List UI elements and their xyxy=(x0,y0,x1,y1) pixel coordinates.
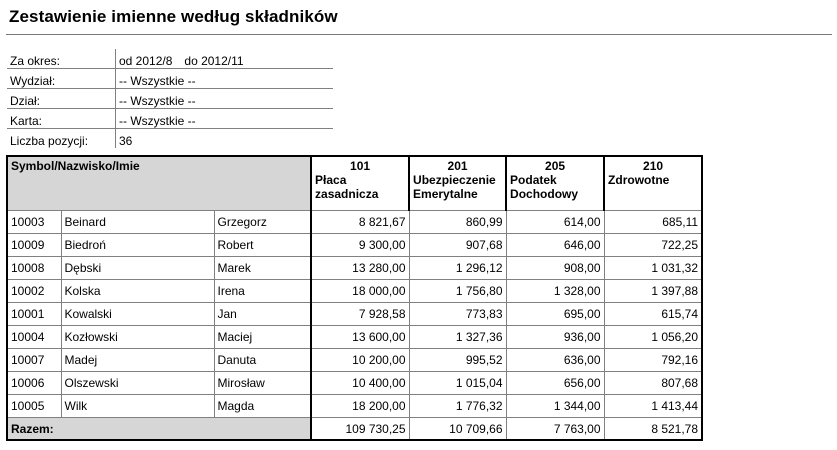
component-code: 101 xyxy=(350,159,371,173)
cell-amount-201: 860,99 xyxy=(409,211,506,234)
component-header-205 xyxy=(506,156,604,211)
table-row xyxy=(7,280,702,303)
components-table xyxy=(6,155,703,441)
cell-amount-205: 636,00 xyxy=(506,349,604,372)
cell-amount-201: 1 327,36 xyxy=(409,326,506,349)
component-name-line2: Dochodowy xyxy=(510,187,579,201)
period-value xyxy=(116,49,334,69)
cell-amount-201: 1 756,80 xyxy=(409,280,506,303)
cell-amount-101: 7 928,58 xyxy=(311,303,409,326)
cell-surname: Kowalski xyxy=(61,303,214,326)
cell-amount-101: 10 400,00 xyxy=(311,372,409,395)
person-column-header: Symbol/Nazwisko/Imie xyxy=(7,156,311,211)
period-from: od 2012/8 xyxy=(119,54,173,68)
cell-surname: Wilk xyxy=(61,395,214,418)
cell-amount-210: 807,68 xyxy=(604,372,702,395)
table-header-row xyxy=(7,156,702,211)
component-name-line1: Ubezpieczenie xyxy=(413,173,496,187)
table-row xyxy=(7,349,702,372)
table-row xyxy=(7,303,702,326)
cell-symbol: 10002 xyxy=(7,280,61,303)
karta-value: -- Wszystkie -- xyxy=(116,109,334,129)
cell-amount-210: 1 413,44 xyxy=(604,395,702,418)
cell-symbol: 10005 xyxy=(7,395,61,418)
cell-surname: Kolska xyxy=(61,280,214,303)
karta-row xyxy=(7,109,333,129)
count-row xyxy=(7,129,333,149)
period-row xyxy=(7,49,333,69)
component-name-line1: Płaca xyxy=(315,173,347,187)
table-row xyxy=(7,234,702,257)
cell-symbol: 10008 xyxy=(7,257,61,280)
cell-amount-101: 9 300,00 xyxy=(311,234,409,257)
table-row xyxy=(7,395,702,418)
cell-amount-205: 656,00 xyxy=(506,372,604,395)
cell-surname: Kozłowski xyxy=(61,326,214,349)
cell-first-name: Grzegorz xyxy=(214,211,311,234)
cell-first-name: Irena xyxy=(214,280,311,303)
cell-amount-101: 13 600,00 xyxy=(311,326,409,349)
cell-first-name: Robert xyxy=(214,234,311,257)
cell-first-name: Jan xyxy=(214,303,311,326)
cell-amount-101: 10 200,00 xyxy=(311,349,409,372)
cell-amount-201: 995,52 xyxy=(409,349,506,372)
karta-label: Karta: xyxy=(7,109,116,129)
cell-amount-205: 936,00 xyxy=(506,326,604,349)
component-name-line1: Zdrowotne xyxy=(608,173,670,187)
cell-symbol: 10007 xyxy=(7,349,61,372)
cell-first-name: Mirosław xyxy=(214,372,311,395)
total-205: 7 763,00 xyxy=(506,418,604,441)
table-body xyxy=(7,211,702,418)
cell-amount-101: 18 000,00 xyxy=(311,280,409,303)
table-row xyxy=(7,211,702,234)
title-divider xyxy=(6,34,832,35)
total-201: 10 709,66 xyxy=(409,418,506,441)
cell-amount-201: 1 296,12 xyxy=(409,257,506,280)
cell-amount-205: 646,00 xyxy=(506,234,604,257)
cell-surname: Dębski xyxy=(61,257,214,280)
totals-row xyxy=(7,418,702,441)
cell-surname: Biedroń xyxy=(61,234,214,257)
cell-surname: Olszewski xyxy=(61,372,214,395)
cell-amount-210: 615,74 xyxy=(604,303,702,326)
cell-symbol: 10004 xyxy=(7,326,61,349)
cell-amount-210: 1 397,88 xyxy=(604,280,702,303)
cell-amount-210: 1 031,32 xyxy=(604,257,702,280)
component-name-line2: zasadnicza xyxy=(315,187,379,201)
cell-amount-205: 1 328,00 xyxy=(506,280,604,303)
cell-amount-101: 13 280,00 xyxy=(311,257,409,280)
cell-surname: Beinard xyxy=(61,211,214,234)
cell-amount-210: 792,16 xyxy=(604,349,702,372)
period-to: do 2012/11 xyxy=(184,54,244,68)
cell-symbol: 10009 xyxy=(7,234,61,257)
report-title: Zestawienie imienne według składników xyxy=(9,7,338,26)
cell-first-name: Danuta xyxy=(214,349,311,372)
cell-symbol: 10001 xyxy=(7,303,61,326)
cell-amount-205: 1 344,00 xyxy=(506,395,604,418)
component-header-210 xyxy=(604,156,702,211)
cell-first-name: Maciej xyxy=(214,326,311,349)
cell-symbol: 10006 xyxy=(7,372,61,395)
wydzial-label: Wydział: xyxy=(7,69,116,89)
component-header-101 xyxy=(311,156,409,211)
count-label: Liczba pozycji: xyxy=(7,129,116,149)
component-name-line2: Emerytalne xyxy=(413,187,478,201)
period-label: Za okres: xyxy=(7,49,116,69)
total-210: 8 521,78 xyxy=(604,418,702,441)
component-code: 210 xyxy=(643,159,664,173)
totals-label: Razem: xyxy=(7,418,311,441)
cell-amount-201: 1 015,04 xyxy=(409,372,506,395)
report-parameters-table xyxy=(7,49,333,148)
cell-amount-210: 1 056,20 xyxy=(604,326,702,349)
count-value: 36 xyxy=(119,134,133,148)
dzial-row xyxy=(7,89,333,109)
component-code: 201 xyxy=(447,159,468,173)
cell-amount-210: 722,25 xyxy=(604,234,702,257)
dzial-label: Dział: xyxy=(7,89,116,109)
cell-amount-201: 1 776,32 xyxy=(409,395,506,418)
wydzial-value: -- Wszystkie -- xyxy=(116,69,334,89)
wydzial-row xyxy=(7,69,333,89)
total-101: 109 730,25 xyxy=(311,418,409,441)
cell-first-name: Magda xyxy=(214,395,311,418)
cell-first-name: Marek xyxy=(214,257,311,280)
cell-amount-201: 907,68 xyxy=(409,234,506,257)
component-name-line1: Podatek xyxy=(510,173,557,187)
cell-amount-101: 8 821,67 xyxy=(311,211,409,234)
component-header-201 xyxy=(409,156,506,211)
cell-amount-210: 685,11 xyxy=(604,211,702,234)
cell-symbol: 10003 xyxy=(7,211,61,234)
table-row xyxy=(7,326,702,349)
cell-amount-201: 773,83 xyxy=(409,303,506,326)
dzial-value: -- Wszystkie -- xyxy=(116,89,334,109)
component-code: 205 xyxy=(545,159,566,173)
cell-amount-205: 695,00 xyxy=(506,303,604,326)
cell-amount-205: 614,00 xyxy=(506,211,604,234)
cell-amount-205: 908,00 xyxy=(506,257,604,280)
cell-surname: Madej xyxy=(61,349,214,372)
cell-amount-101: 18 200,00 xyxy=(311,395,409,418)
table-row xyxy=(7,257,702,280)
table-row xyxy=(7,372,702,395)
